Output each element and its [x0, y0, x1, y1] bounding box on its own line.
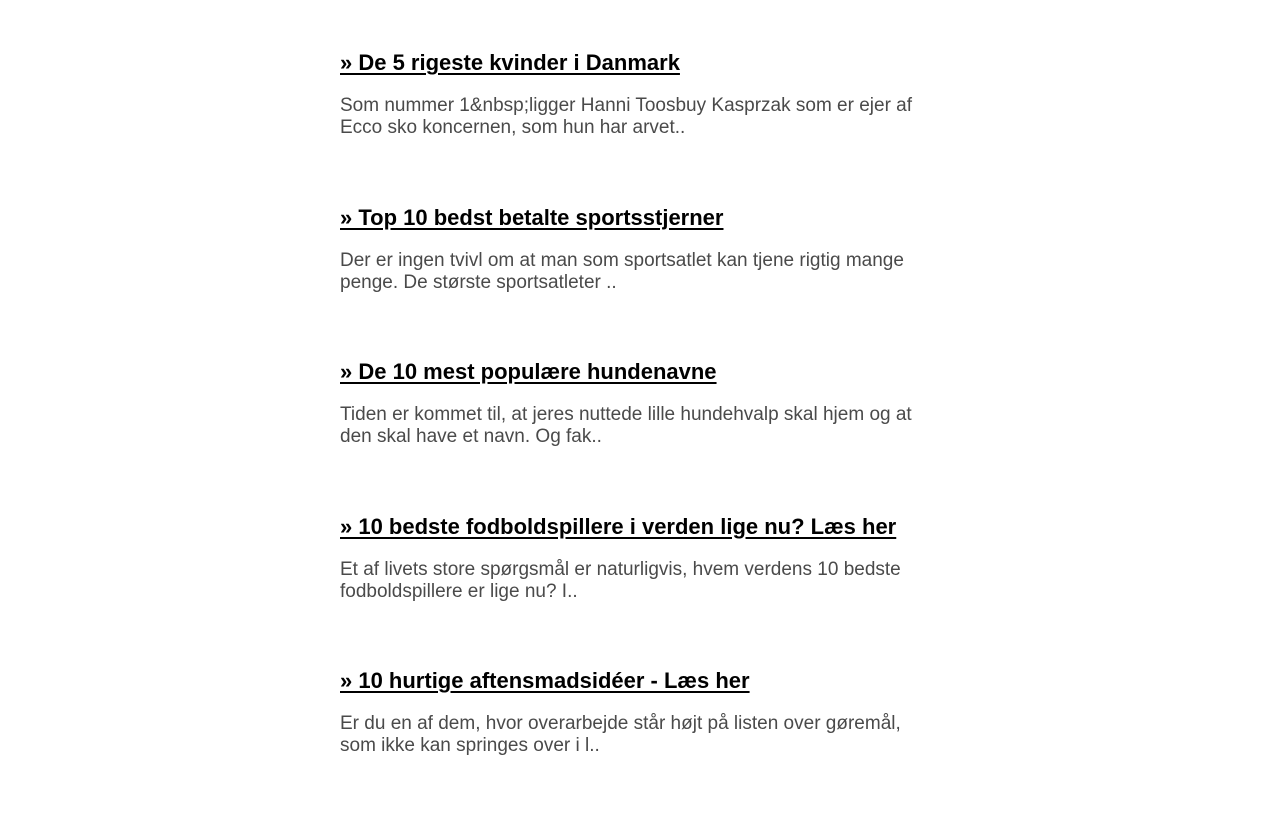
- article-excerpt: Som nummer 1&nbsp;ligger Hanni Toosbuy Kasprzak som er ejer af Ecco sko koncernen, som hun har arvet..: [340, 95, 913, 138]
- article-excerpt: Er du en af dem, hvor overarbejde står højt på listen over gøremål, som ikke kan springes over i l..: [340, 713, 901, 756]
- article-excerpt: Tiden er kommet til, at jeres nuttede lille hundehvalp skal hjem og at den skal have et navn. Og fak..: [340, 404, 912, 447]
- article-title-link[interactable]: » 10 hurtige aftensmadsidéer - Læs her: [340, 668, 750, 693]
- article-item: [340, 358, 930, 513]
- article-item: [340, 513, 930, 668]
- article-title-link[interactable]: » De 5 rigeste kvinder i Danmark: [340, 50, 680, 75]
- article-excerpt: Der er ingen tvivl om at man som sportsatlet kan tjene rigtig mange penge. De største sportsatleter ..: [340, 249, 904, 293]
- article-title-link[interactable]: » Top 10 bedst betalte sportsstjerner: [340, 204, 724, 230]
- article-item: [340, 204, 930, 359]
- article-title-link[interactable]: » 10 bedste fodboldspillere i verden lige nu? Læs her: [340, 513, 897, 539]
- article-item: [340, 667, 930, 822]
- article-list: [340, 49, 930, 822]
- article-item: [340, 49, 930, 204]
- article-title-link[interactable]: » De 10 mest populære hundenavne: [340, 359, 717, 384]
- article-excerpt: Et af livets store spørgsmål er naturligvis, hvem verdens 10 bedste fodboldspillere er lige nu? I..: [340, 558, 901, 602]
